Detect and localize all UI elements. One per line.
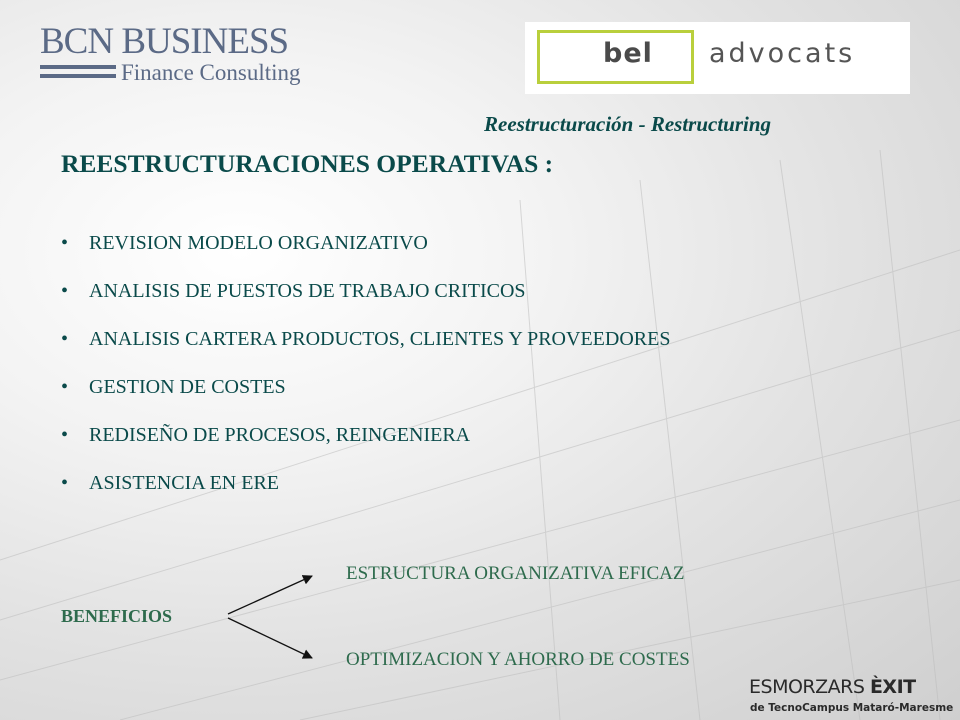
bullet-list bbox=[61, 232, 670, 520]
benefits-label: BENEFICIOS bbox=[61, 606, 173, 626]
advocats-logo-text: advocats bbox=[709, 38, 856, 69]
bcn-business-logo bbox=[40, 21, 301, 85]
list-item-text: ASISTENCIA EN ERE bbox=[89, 472, 279, 494]
bcn-logo-title: BCN BUSINESS bbox=[40, 21, 289, 62]
badge-title bbox=[749, 676, 916, 698]
list-item bbox=[61, 328, 670, 376]
bullet-icon: • bbox=[61, 328, 69, 350]
bcn-logo-subtitle: Finance Consulting bbox=[121, 60, 301, 85]
bcn-logo-bar-top bbox=[40, 65, 116, 69]
list-item bbox=[61, 232, 670, 280]
list-item-text: ANALISIS CARTERA PRODUCTOS, CLIENTES Y PROVEEDORES bbox=[89, 328, 671, 350]
list-item-text: REVISION MODELO ORGANIZATIVO bbox=[89, 232, 428, 254]
benefit-item-structure: ESTRUCTURA ORGANIZATIVA EFICAZ bbox=[346, 563, 685, 584]
bel-logo-text: bel bbox=[603, 38, 653, 69]
list-item bbox=[61, 424, 670, 472]
badge-title-b: ÈXIT bbox=[869, 676, 916, 698]
bullet-icon: • bbox=[61, 376, 69, 398]
slide-subtitle: Reestructuración - Restructuring bbox=[484, 112, 772, 136]
list-item-text: ANALISIS DE PUESTOS DE TRABAJO CRITICOS bbox=[89, 280, 526, 302]
bullet-icon: • bbox=[61, 232, 69, 254]
slide-title: REESTRUCTURACIONES OPERATIVAS : bbox=[61, 149, 554, 178]
bullet-icon: • bbox=[61, 280, 69, 302]
list-item bbox=[61, 280, 670, 328]
esmorzars-exit-badge bbox=[746, 675, 954, 720]
badge-title-a: ESMORZARS bbox=[749, 676, 865, 698]
bullet-icon: • bbox=[61, 424, 69, 446]
bel-advocats-logo bbox=[525, 22, 910, 94]
bcn-logo-bar-bottom bbox=[40, 74, 116, 78]
list-item bbox=[61, 472, 670, 520]
badge-subtitle: de TecnoCampus Mataró-Maresme bbox=[750, 702, 954, 714]
bullet-icon: • bbox=[61, 472, 69, 494]
list-item bbox=[61, 376, 670, 424]
list-item-text: REDISEÑO DE PROCESOS, REINGENIERA bbox=[89, 424, 471, 446]
list-item-text: GESTION DE COSTES bbox=[89, 376, 286, 398]
benefit-item-cost-saving: OPTIMIZACION Y AHORRO DE COSTES bbox=[346, 649, 690, 670]
